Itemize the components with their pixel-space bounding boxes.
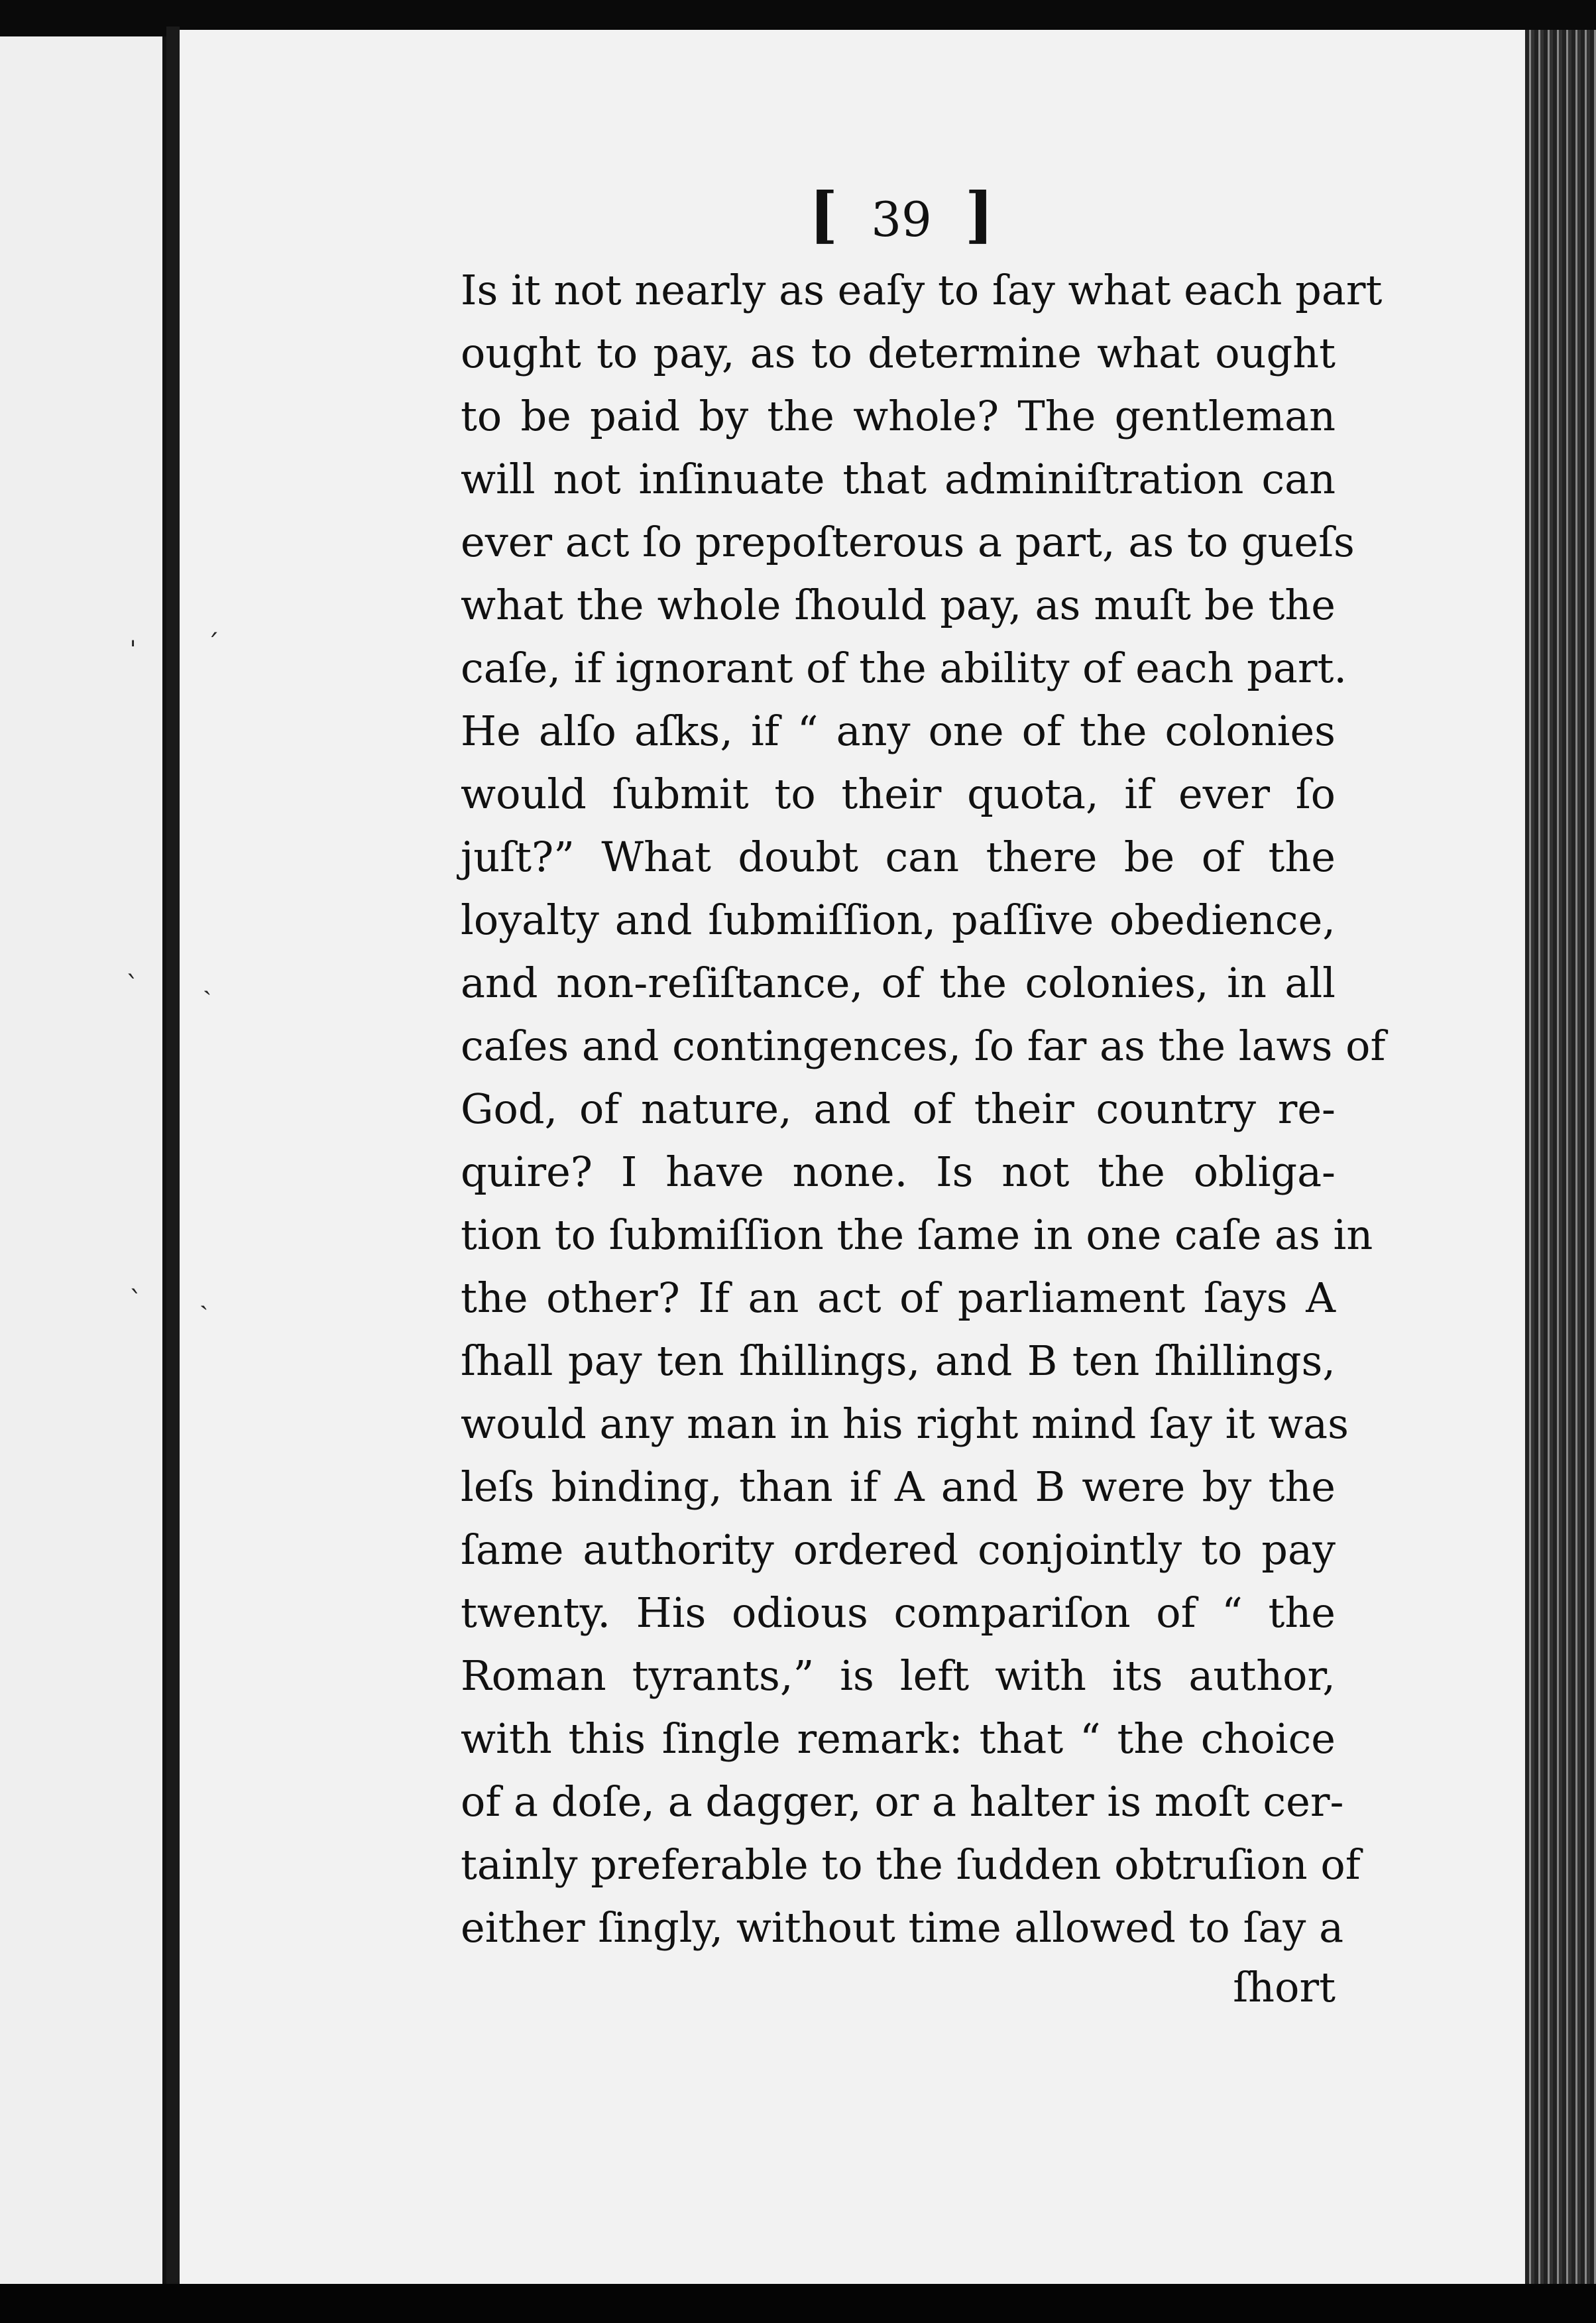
text-line: to be paid by the whole? The gentleman [461,392,1336,440]
text-line: ſame authority ordered conjointly to pay [461,1525,1336,1574]
text-line: quire? I have none. Is not the obliga- [461,1148,1336,1196]
scan-bottom-edge [0,2284,1596,2323]
book-gutter [166,27,180,2294]
text-line: twenty. His odious compariſon of “ the [461,1588,1336,1637]
text-line: loyalty and ſubmiſſion, paſſive obedience, [461,896,1336,944]
facing-page-left [0,36,166,2284]
text-line: either ſingly, without time allowed to ſay a [461,1903,1344,1952]
page-edges [1525,30,1596,2284]
show-through-mark: ˏ [200,1280,209,1311]
text-line: tion to ſubmiſſion the ſame in one caſe as in [461,1211,1373,1259]
text-line: tainly preferable to the ſudden obtruſion of [461,1840,1361,1889]
text-line: Roman tyrants,” is left with its author, [461,1651,1336,1700]
text-line: of a doſe, a dagger, or a halter is moſt cer- [461,1777,1344,1826]
show-through-mark: ˏ [203,965,212,996]
text-line: juſt?” What doubt can there be of the [461,833,1336,881]
text-line: the other? If an act of parliament ſays A [461,1274,1336,1322]
show-through-mark: ˊ [206,630,219,660]
catchword: ſhort [1233,1963,1336,2011]
text-line: leſs binding, than if A and B were by the [461,1462,1336,1511]
text-line: Is it not nearly as eaſy to ſay what each part [461,266,1383,314]
text-line: He alſo aſks, if “ any one of the colonies [461,707,1336,755]
text-line: would any man in his right mind ſay it was [461,1400,1349,1448]
text-line: ever act ſo prepoſterous a part, as to gueſs [461,518,1355,566]
page-number [762,179,1041,251]
text-line: what the whole ſhould pay, as muſt be the [461,581,1336,629]
show-through-mark: ˋ [126,971,139,1002]
text-line: ought to pay, as to determine what ought [461,329,1336,377]
text-line: caſes and contingences, ſo far as the laws of [461,1022,1386,1070]
text-line: with this ſingle remark: that “ the choice [461,1714,1336,1763]
page-number-value: 39 [871,192,932,247]
bracket-open: [ [809,179,838,251]
show-through-mark: ˈ [129,636,137,667]
text-line: God, of nature, and of their country re- [461,1085,1336,1133]
show-through-mark: ˋ [129,1286,142,1317]
text-line: caſe, if ignorant of the ability of each part. [461,644,1347,692]
text-line: ſhall pay ten ſhillings, and B ten ſhillings, [461,1337,1336,1385]
text-line: would ſubmit to their quota, if ever ſo [461,770,1336,818]
text-line: and non-reſiſtance, of the colonies, in all [461,959,1336,1007]
bracket-close: ] [964,179,994,251]
body-text [461,259,1386,1959]
text-line: will not inſinuate that adminiſtration can [461,455,1336,503]
